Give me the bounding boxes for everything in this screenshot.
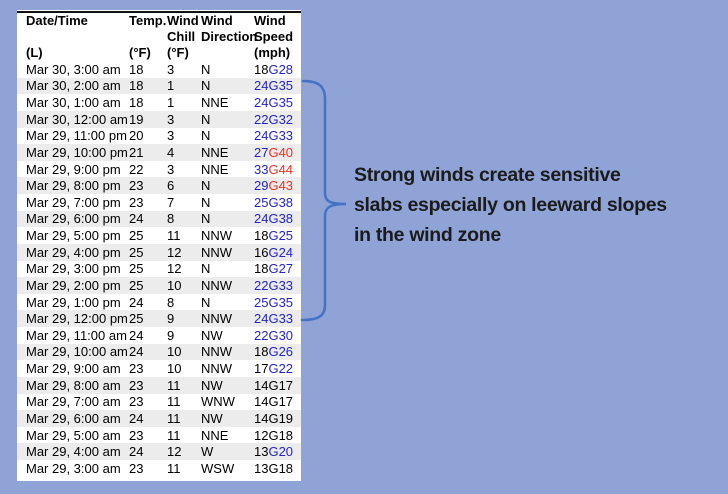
table-header [17,12,301,61]
col-header-wind-direction [201,12,258,61]
cell-datetime: Mar 29, 4:00 am [26,444,121,460]
cell-wind-direction: NNW [201,311,233,327]
col-header-temp [129,12,167,61]
wind-gust-value: G30 [268,327,294,343]
col-header-datetime [17,12,129,61]
wind-gust-value: G17 [268,377,294,393]
annotation-text [354,160,667,250]
wind-gust-value: G33 [268,277,294,293]
cell-wind-speed [254,144,301,161]
wind-speed-value: 13 [254,444,269,460]
table-row [17,410,301,427]
cell-temp: 18 [129,78,144,94]
cell-wind-speed [254,194,301,211]
wind-gust-value: G18 [268,427,294,443]
header-line: Temp. [129,13,167,28]
col-header-wind-chill [167,12,201,61]
cell-datetime: Mar 29, 7:00 am [26,394,121,410]
cell-wind-chill: 9 [167,327,175,343]
cell-wind-direction: NNE [201,95,229,111]
table-row [17,294,301,311]
cell-wind-direction: NW [201,377,223,393]
wind-gust-value: G25 [268,228,294,244]
header-line [129,29,167,45]
table-row [17,344,301,361]
cell-wind-speed [254,61,301,78]
table-row [17,377,301,394]
cell-wind-speed [254,211,301,228]
cell-datetime: Mar 29, 3:00 pm [26,261,121,277]
wind-gust-value: G20 [268,444,294,460]
cell-wind-direction: NNW [201,277,233,293]
cell-wind-chill: 11 [167,460,181,476]
cell-wind-direction: N [201,178,211,194]
cell-temp: 21 [129,144,144,160]
cell-wind-direction: W [201,444,214,460]
cell-wind-speed [254,177,301,194]
table-row [17,128,301,145]
cell-wind-chill: 3 [167,61,175,77]
cell-wind-chill: 12 [167,444,182,460]
cell-datetime: Mar 29, 11:00 am [26,327,127,343]
header-line: Date/Time [26,13,88,28]
cell-wind-direction: N [201,294,211,310]
wind-speed-value: 29 [254,178,269,194]
cell-temp: 23 [129,460,144,476]
cell-datetime: Mar 29, 7:00 pm [26,194,121,210]
header-line: Wind [254,13,286,28]
cell-datetime: Mar 29, 6:00 am [26,410,121,426]
header-line: (mph) [254,45,291,60]
header-line: (L) [26,45,43,60]
col-header-wind-speed [254,12,301,61]
cell-wind-chill: 11 [167,394,181,410]
cell-wind-speed [254,377,301,394]
wind-gust-value: G38 [268,194,294,210]
cell-temp: 25 [129,228,144,244]
cell-datetime: Mar 29, 5:00 pm [26,228,121,244]
cell-wind-chill: 7 [167,194,175,210]
cell-datetime: Mar 29, 1:00 pm [26,294,121,310]
cell-wind-chill: 12 [167,244,182,260]
cell-temp: 24 [129,410,144,426]
cell-temp: 24 [129,327,144,343]
wind-speed-value: 18 [254,261,269,277]
cell-wind-speed [254,360,301,377]
table-row [17,394,301,411]
cell-wind-speed [254,310,301,327]
cell-wind-speed [254,460,301,477]
header-line [26,29,129,45]
cell-wind-direction: N [201,78,211,94]
cell-wind-chill: 11 [167,377,181,393]
cell-wind-chill: 12 [167,261,182,277]
table-row [17,227,301,244]
cell-wind-direction: NW [201,410,223,426]
weather-table [17,11,301,477]
wind-speed-value: 14 [254,377,269,393]
cell-temp: 20 [129,128,144,144]
cell-temp: 23 [129,427,144,443]
cell-wind-speed [254,277,301,294]
header-line: Wind [167,13,199,28]
cell-wind-direction: N [201,211,211,227]
cell-wind-speed [254,427,301,444]
wind-gust-value: G33 [268,311,294,327]
cell-temp: 24 [129,211,144,227]
wind-speed-value: 13 [254,460,269,476]
wind-gust-value: G35 [268,95,294,111]
cell-wind-chill: 8 [167,294,175,310]
cell-wind-chill: 11 [167,427,181,443]
wind-gust-value: G44 [268,161,294,177]
wind-speed-value: 22 [254,111,269,127]
cell-wind-speed [254,78,301,95]
cell-wind-chill: 10 [167,277,182,293]
cell-wind-chill: 11 [167,228,181,244]
wind-speed-value: 14 [254,394,269,410]
cell-datetime: Mar 29, 3:00 am [26,460,121,476]
cell-datetime: Mar 29, 8:00 am [26,377,121,393]
table-row [17,211,301,228]
annotation-line: Strong winds create sensitive [354,164,621,186]
cell-datetime: Mar 29, 9:00 pm [26,161,121,177]
cell-wind-chill: 3 [167,111,175,127]
wind-gust-value: G32 [268,111,294,127]
cell-wind-chill: 3 [167,161,175,177]
cell-wind-direction: N [201,128,211,144]
cell-wind-direction: N [201,261,211,277]
wind-speed-value: 24 [254,78,269,94]
cell-wind-speed [254,111,301,128]
curly-brace-icon [296,74,354,328]
cell-datetime: Mar 29, 6:00 pm [26,211,121,227]
cell-temp: 18 [129,61,144,77]
cell-datetime: Mar 30, 3:00 am [26,61,121,77]
header-line: (°F) [167,45,189,60]
cell-wind-chill: 10 [167,361,182,377]
wind-gust-value: G22 [268,361,294,377]
annotation-line: slabs especially on leeward slopes [354,194,667,216]
weather-table-body [17,61,301,477]
cell-wind-direction: N [201,61,211,77]
cell-datetime: Mar 29, 2:00 pm [26,277,121,293]
cell-wind-direction: NW [201,327,223,343]
wind-speed-value: 27 [254,144,269,160]
cell-wind-direction: NNW [201,361,233,377]
header-line [201,45,254,61]
wind-gust-value: G27 [268,261,294,277]
table-row [17,443,301,460]
table-row [17,244,301,261]
wind-gust-value: G28 [268,61,294,77]
cell-wind-speed [254,344,301,361]
cell-wind-direction: NNW [201,344,233,360]
wind-speed-value: 12 [254,427,269,443]
table-row [17,310,301,327]
cell-wind-direction: NNE [201,161,229,177]
wind-speed-value: 18 [254,228,269,244]
cell-wind-direction: NNE [201,144,229,160]
wind-speed-value: 16 [254,244,269,260]
cell-datetime: Mar 30, 1:00 am [26,95,121,111]
wind-speed-value: 18 [254,344,269,360]
cell-wind-direction: N [201,111,211,127]
cell-temp: 23 [129,394,144,410]
weather-table-panel [17,10,301,481]
wind-speed-value: 25 [254,294,269,310]
cell-datetime: Mar 29, 11:00 pm [26,128,127,144]
cell-temp: 24 [129,444,144,460]
cell-wind-chill: 9 [167,311,175,327]
cell-datetime: Mar 29, 10:00 pm [26,144,128,160]
cell-wind-direction: NNW [201,244,233,260]
table-row [17,327,301,344]
cell-wind-direction: WNW [201,394,235,410]
cell-temp: 18 [129,95,144,111]
table-row [17,460,301,477]
cell-wind-direction: WSW [201,460,235,476]
wind-speed-value: 18 [254,61,269,77]
header-line: (°F) [129,45,151,60]
table-row [17,261,301,278]
header-row [17,12,301,61]
wind-speed-value: 22 [254,277,269,293]
table-row [17,161,301,178]
cell-wind-chill: 8 [167,211,175,227]
cell-wind-speed [254,261,301,278]
header-line: Chill [167,29,196,44]
cell-temp: 23 [129,178,144,194]
wind-gust-value: G17 [268,394,294,410]
cell-wind-chill: 1 [167,78,175,94]
cell-datetime: Mar 30, 12:00 am [26,111,128,127]
wind-gust-value: G19 [268,410,294,426]
cell-wind-chill: 1 [167,95,175,111]
cell-temp: 25 [129,244,144,260]
cell-wind-direction: N [201,194,211,210]
table-row [17,111,301,128]
cell-temp: 24 [129,294,144,310]
header-line: Speed [254,29,294,44]
wind-speed-value: 22 [254,327,269,343]
annotation-line: in the wind zone [354,224,501,246]
cell-datetime: Mar 30, 2:00 am [26,78,121,94]
cell-wind-speed [254,443,301,460]
cell-datetime: Mar 29, 5:00 am [26,427,121,443]
cell-temp: 22 [129,161,144,177]
header-line: Direction [201,29,258,44]
header-line: Wind [201,13,233,28]
table-row [17,177,301,194]
table-row [17,360,301,377]
wind-speed-value: 33 [254,161,269,177]
table-row [17,194,301,211]
wind-gust-value: G24 [268,244,294,260]
cell-temp: 25 [129,261,144,277]
cell-wind-speed [254,410,301,427]
cell-datetime: Mar 29, 9:00 am [26,361,121,377]
cell-datetime: Mar 29, 8:00 pm [26,178,121,194]
wind-gust-value: G43 [268,178,294,194]
cell-wind-speed [254,94,301,111]
cell-wind-chill: 11 [167,410,181,426]
wind-speed-value: 24 [254,311,269,327]
table-row [17,144,301,161]
cell-temp: 23 [129,361,144,377]
table-row [17,94,301,111]
wind-speed-value: 24 [254,95,269,111]
wind-speed-value: 25 [254,194,269,210]
table-row [17,78,301,95]
cell-datetime: Mar 29, 12:00 pm [26,311,128,327]
wind-speed-value: 24 [254,128,269,144]
cell-temp: 19 [129,111,144,127]
cell-wind-speed [254,227,301,244]
cell-wind-chill: 4 [167,144,175,160]
cell-wind-direction: NNE [201,427,229,443]
cell-temp: 25 [129,277,144,293]
cell-wind-speed [254,244,301,261]
cell-wind-speed [254,161,301,178]
wind-gust-value: G35 [268,294,294,310]
cell-wind-speed [254,294,301,311]
cell-wind-chill: 3 [167,128,175,144]
wind-gust-value: G26 [268,344,294,360]
cell-wind-speed [254,394,301,411]
wind-speed-value: 24 [254,211,269,227]
cell-datetime: Mar 29, 4:00 pm [26,244,121,260]
cell-temp: 25 [129,311,144,327]
wind-gust-value: G35 [268,78,294,94]
wind-speed-value: 14 [254,410,269,426]
table-row [17,277,301,294]
cell-datetime: Mar 29, 10:00 am [26,344,128,360]
wind-gust-value: G40 [268,144,294,160]
wind-gust-value: G33 [268,128,294,144]
cell-wind-direction: NNW [201,228,233,244]
cell-temp: 23 [129,377,144,393]
cell-wind-chill: 10 [167,344,182,360]
cell-wind-speed [254,327,301,344]
table-row [17,427,301,444]
cell-temp: 23 [129,194,144,210]
cell-wind-chill: 6 [167,178,175,194]
wind-gust-value: G38 [268,211,294,227]
cell-temp: 24 [129,344,144,360]
wind-speed-value: 17 [254,361,269,377]
wind-gust-value: G18 [268,460,294,476]
cell-wind-speed [254,128,301,145]
table-row [17,61,301,78]
